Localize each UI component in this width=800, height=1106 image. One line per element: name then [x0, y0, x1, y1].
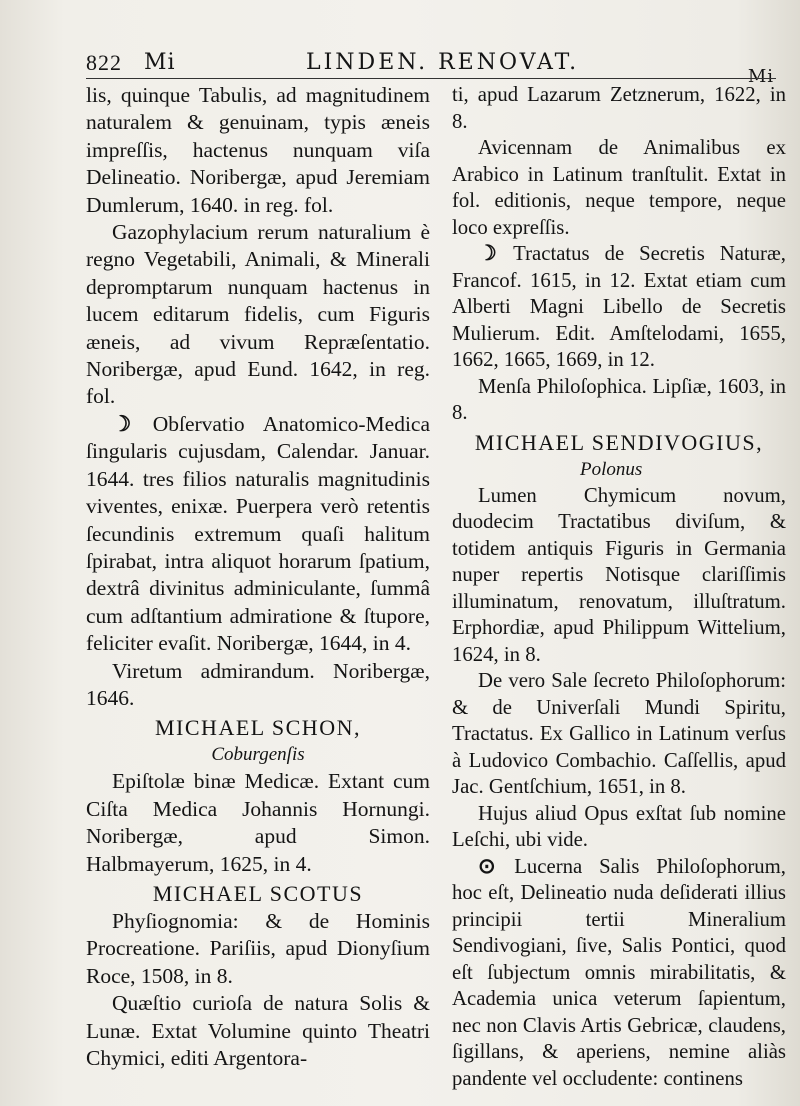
left-paragraph-2: Gazophylacium rerum naturalium è regno Vegetabili, Animali, & Minerali depromptarum nunquam hactenus in lucem editarum fidelis, cum Figuris æneis, ad vivum Repræſentatio. Noribergæ, apud Eund. 1642, in reg. fol. — [86, 220, 430, 409]
header-right-tag: Mi — [747, 66, 774, 87]
right-paragraph-3 — [452, 241, 786, 374]
moon-symbol-icon: ☽ — [112, 411, 132, 436]
right-paragraph-4: Menſa Philoſophica. Lipſiæ, 1603, in 8. — [452, 375, 786, 424]
right-paragraph-3-text: Tractatus de Secretis Naturæ, Francof. 1615, in 12. Extat etiam cum Alberti Magni Libello de Secretis Mulierum. Edit. Amſtelodami, 1655, 1662, 1665, 1669, in 12. — [452, 243, 786, 371]
left-paragraph-6: Phyſiognomia: & de Hominis Procreatione. Pariſiis, apud Dionyſium Roce, 1508, in 8. — [86, 908, 430, 988]
author-origin-sendivogius: Polonus — [580, 458, 643, 480]
author-heading-schon: MICHAEL SCHON, — [155, 715, 361, 741]
left-paragraph-3-text: Obſervatio Anatomico-Medica ſingularis cujusdam, Calendar. Januar. 1644. tres filios naturalis magnitudinis viventes, enixæ. Puerpera verò retentis ſecundinis extremum quaſi halitum ſpirabat, intra aliquot horarum ſpatium, dextrâ divinitus adminiculante, ſummâ cum adſtantium admiratione & ſtupore, feliciter evaſit. Noribergæ, 1644, in 4. — [86, 411, 431, 656]
running-title: LINDEN. RENOVAT. — [306, 50, 580, 75]
author-heading-scotus: MICHAEL SCOTUS — [152, 880, 364, 906]
left-paragraph-7: Quæſtio curioſa de natura Solis & Lunæ. Extat Volumine quinto Theatri Chymici, editi Argentora- — [86, 991, 430, 1070]
right-column — [452, 82, 786, 1092]
right-paragraph-2: Avicennam de Animalibus ex Arabico in Latinum tranſtulit. Extat in fol. editionis, neque tempore, neque loco expreſſis. — [452, 137, 786, 239]
right-paragraph-6: De vero Sale ſecreto Philoſophorum: & de Univerſali Mundi Spiritu, Tractatus. Ex Gallico in Latinum verſus à Ludovico Combachio. Caſſellis, apud Jac. Gentſchium, 1651, in 8. — [452, 670, 786, 798]
left-column — [86, 82, 430, 1072]
left-paragraph-5: Epiſtolæ binæ Medicæ. Extant cum Ciſta Medica Johannis Hornungi. Noribergæ, apud Simon. Halbmayerum, 1625, in 4. — [86, 769, 430, 876]
right-paragraph-1: ti, apud Lazarum Zetznerum, 1622, in 8. — [452, 84, 786, 133]
left-paragraph-3 — [86, 411, 430, 658]
moon-symbol-icon: ☽ — [478, 243, 497, 265]
right-paragraph-5: Lumen Chymicum novum, duodecim Tractatibus diviſum, & totidem antiquis Figuris in Germania nuper repertis Notisque clariſſimis illuminatum, renovatum, illuſtratum. Erphordiæ, apud Philippum Wittelium, 1624, in 8. — [452, 484, 786, 666]
right-paragraph-8-text: Lucerna Salis Philoſophorum, hoc eſt, Delineatio nuda deſiderati illius principii tertii Mineralium Sendivogiani, ſive, Salis Pontici, quod eſt ſubjectum omnis mirabilitatis, & Academia unica veterum ſapientum, nec non Clavis Artis Gebricæ, claudens, ſigillans, & aperiens, nemine aliàs pandente vel occludente: continens — [452, 855, 786, 1090]
left-paragraph-1: lis, quinque Tabulis, ad magnitudinem naturalem & genuinam, typis æneis impreſſis, hactenus nunquam viſa Delineatio. Noribergæ, apud Jeremiam Dumlerum, 1640. in reg. fol. — [86, 83, 430, 217]
left-paragraph-4: Viretum admirandum. Noribergæ, 1646. — [86, 658, 430, 710]
header-rule — [86, 78, 776, 79]
right-paragraph-8 — [452, 854, 786, 1093]
author-origin-schon: Coburgenſis — [211, 744, 305, 766]
right-paragraph-7: Hujus aliud Opus exſtat ſub nomine Leſchi, ubi vide. — [452, 802, 786, 851]
author-heading-sendivogius: MICHAEL SENDIVOGIUS, — [474, 429, 764, 455]
page-number: 822 — [86, 50, 122, 75]
sun-symbol-icon: ⊙ — [478, 855, 496, 878]
header-left-tag: Mi — [144, 50, 176, 75]
